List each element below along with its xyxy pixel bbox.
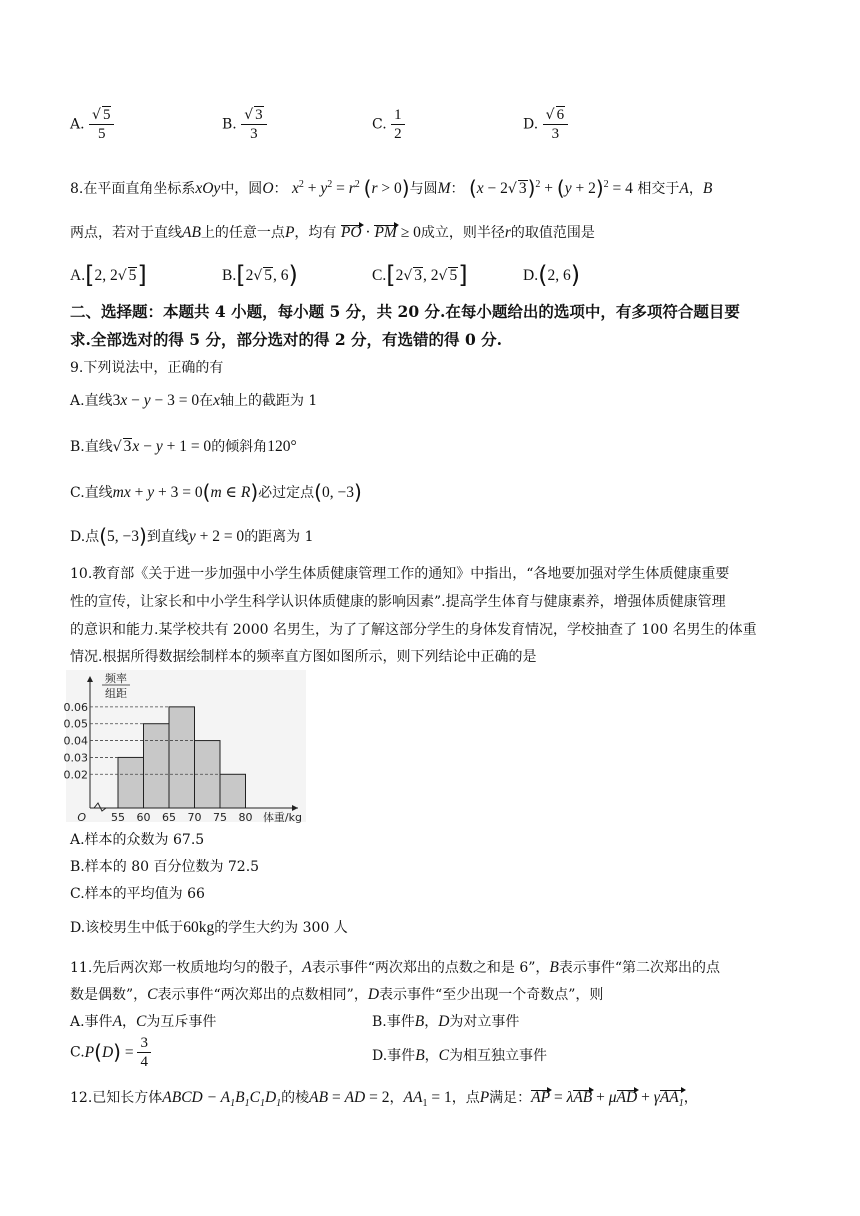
line-equation: y + 2 = 0 [188,528,245,545]
y-tick-label: 0.02 [63,768,88,782]
text: 的距离为 1 [244,529,314,545]
text: 必过定点 [258,485,315,501]
denominator: 5 [97,126,106,142]
q7-option-a [70,106,114,143]
point: (5, −3) [99,524,147,548]
dot-product-inequality: PO · PM ≥ 0 [340,224,421,241]
x-axis-label: 体重/kg [262,811,302,824]
q11-option-c [70,1034,151,1071]
text: B.事件 [372,1014,415,1030]
histogram-bar [118,757,144,808]
denominator: 4 [140,1054,148,1070]
text: 在平面直角坐标系 [83,181,196,197]
radicand: 5 [102,107,111,123]
histogram-bar [144,724,170,808]
q7-option-c [372,106,405,143]
fraction: $\frac{√ 5}{5}$ [89,106,114,143]
text: ： [450,181,465,197]
q8-stem-line2 [70,222,595,242]
y-label-bottom: 组距 [105,687,127,700]
y-tick-label: 0.04 [63,734,88,748]
q9-option-b [70,436,297,456]
circle-o-equation: $x^2 + y^2 = r^2$ (r > 0) [291,176,410,200]
text: 数是偶数”， [70,987,148,1003]
numerator: 1 [391,106,405,125]
math: B [415,1047,425,1064]
math: D [367,986,380,1003]
q10-option-b: B.样本的 80 百分位数为 72.5 [70,859,260,875]
q10-option-d [70,917,348,937]
x-tick-label: 60 [136,811,151,824]
q11-option-a: A.事件A，C为互斥事件 [70,1013,217,1030]
circle-m-equation: (x − 2√ $3)^2 + (y + 2)^2 = 4$ [468,176,633,200]
q11-option-b: B.事件B，D为对立事件 [372,1013,520,1030]
text: 表示事件“两次郑出的点数之和是 6”， [311,960,550,976]
histogram-bar [220,774,246,808]
text: 成立，则半径 [420,225,505,241]
text: C. [70,1044,85,1061]
text: 的棱 [281,1090,310,1106]
fraction: $\frac{√ 6}{3}$ [543,106,568,143]
math: A [302,959,312,976]
text: B.直线 [70,439,113,455]
solid-name: ABCD − $A_1B_1C_1D_1$ [162,1089,282,1110]
section-heading-line1: 二、选择题：本题共 4 小题，每小题 5 分，共 20 分.在每小题给出的选项中，有多项符合题目要 [70,302,740,321]
text: 11.先后两次郑一枚质地均匀的骰子， [70,960,303,976]
text: D.该校男生中低于 [70,920,184,936]
q8-option-d: D.(2, 6) [523,261,581,289]
y-tick-label: 0.06 [63,700,88,714]
option-label: C. [372,267,387,284]
math: A [112,1013,123,1030]
text: C.直线 [70,485,113,501]
q8-option-a: A.[2, 2√ 5] [70,261,147,289]
text: 为对立事件 [449,1014,520,1030]
q9-option-a [70,390,317,410]
fraction [391,106,405,143]
q10-line4: 情况.根据所得数据绘制样本的频率直方图如图所示，则下列结论中正确的是 [70,649,537,665]
q10-line3: 的意识和能力.某学校共有 2000 名男生，为了了解这部分学生的身体发育情况，学校抽查了 100 名男生的体重 [70,622,757,638]
line-equation: 3x − y − 3 = 0 [112,392,200,409]
fixed-point: (0, −3) [314,480,362,504]
weight-value: 60kg [183,919,215,936]
math: O [262,180,274,197]
text: 的倾斜角 [211,439,268,455]
text: 轴上的截距为 1 [219,393,318,409]
q10-option-a: A.样本的众数为 67.5 [70,832,205,848]
math: A [679,180,689,197]
math: C [438,1047,449,1064]
q8-option-c: C.[2√ 3, 2√ 5] [372,261,468,289]
option-label: B. [222,116,237,133]
math: B [414,1013,425,1030]
line-equation: √ 3x − y + 1 = 0 [112,438,212,455]
edge-eq: AB = AD = 2 [309,1089,390,1106]
text: ， [683,1090,698,1106]
text: 为互斥事件 [146,1014,217,1030]
option-label: D. [523,116,539,133]
text: 到直线 [146,529,189,545]
text: 相交于 [637,181,680,197]
math: P [479,1089,490,1106]
math: M [437,180,451,197]
text: ， [688,181,703,197]
origin-label: O [77,811,86,824]
numerator: 3 [137,1034,151,1053]
vector-equation: AP = λAB + μAD + γAA$_1$ [531,1089,684,1110]
fraction: $\frac{√ 3}{3}$ [241,106,266,143]
y-tick-label: 0.03 [63,751,88,765]
math: C [136,1013,147,1030]
text: 上的任意一点 [200,225,285,241]
text: 在 [199,393,214,409]
text: 满足： [489,1090,532,1106]
text: D.事件 [372,1048,416,1064]
math: B [702,180,713,197]
denominator: 3 [250,126,258,142]
text: 为相互独立事件 [449,1048,547,1064]
text: ： [273,181,288,197]
question-number: 8. [70,181,84,197]
q12-stem [70,1087,698,1109]
text: 的学生大约为 300 人 [214,920,348,936]
math: C [147,986,158,1003]
fraction [137,1034,151,1071]
text: A.直线 [70,393,113,409]
x-tick-label: 70 [187,811,202,824]
q9-option-d [70,524,314,548]
text: 两点，若对于直线 [70,225,182,241]
text: 的取值范围是 [510,225,595,241]
math: B [549,959,559,976]
y-tick-label: 0.05 [63,717,88,731]
x-tick-label: 55 [111,811,125,824]
q8-option-b: B.[2√ 5, 6) [222,261,298,289]
q8-stem-line1 [70,176,712,200]
math: x [213,392,220,409]
y-label-top: 频率 [105,672,127,685]
denominator: 3 [551,126,560,142]
edge-eq: $AA_1 = 1$ [403,1089,452,1110]
q11-option-d: D.事件B，C为相互独立事件 [372,1047,547,1064]
q9-option-c [70,480,362,504]
x-tick-label: 75 [213,811,227,824]
text: A.事件 [70,1014,113,1030]
text: 中，圆 [220,181,263,197]
q10-line2: 性的宣传，让家长和中小学生科学认识体质健康的影响因素”.提高学生体育与健康素养，增强体质健康管理 [70,594,726,610]
math: D [438,1013,450,1030]
line-equation: mx + y + 3 = 0(m ∈ R) [112,480,259,504]
text: ，均有 [294,225,337,241]
radicand: 6 [556,107,565,123]
radicand: 3 [255,107,263,123]
q7-option-b [222,106,267,143]
x-tick-label: 80 [238,811,253,824]
x-tick-label: 65 [162,811,176,824]
q11-line1 [70,957,720,977]
q11-line2 [70,984,603,1004]
math: AB [182,224,201,241]
option-label: B. [222,267,237,284]
q7-option-d [523,106,568,143]
option-label: A. [70,116,85,133]
probability: P(D) = [84,1039,138,1064]
text: 表示事件“第二次郑出的点 [558,960,721,976]
q10-option-c: C.样本的平均值为 66 [70,886,205,902]
frequency-histogram [63,670,306,824]
text: 与圆 [409,181,438,197]
section-heading-line2: 求.全部选对的得 5 分，部分选对的得 2 分，有选错的得 0 分. [70,330,503,349]
q9-stem: 9.下列说法中，正确的有 [70,360,224,376]
math: r [504,224,511,241]
option-label: D. [523,267,539,284]
text: ， [389,1090,404,1106]
angle-value: 120° [267,438,297,455]
text: 12.已知长方体 [70,1090,163,1106]
histogram-bar [169,707,195,808]
math: P [284,224,295,241]
text: ，点 [451,1090,480,1106]
q10-line1: 10.教育部《关于进一步加强中小学生体质健康管理工作的通知》中指出，“各地要加强对学生体质健康重要 [70,566,730,582]
option-label: C. [372,116,387,133]
text: 表示事件“至少出现一个奇数点”，则 [379,987,604,1003]
math: xOy [195,180,221,197]
text: 表示事件“两次郑出的点数相同”， [157,987,368,1003]
denominator: 2 [394,126,402,142]
option-label: A. [70,267,86,284]
text: D.点 [70,529,100,545]
